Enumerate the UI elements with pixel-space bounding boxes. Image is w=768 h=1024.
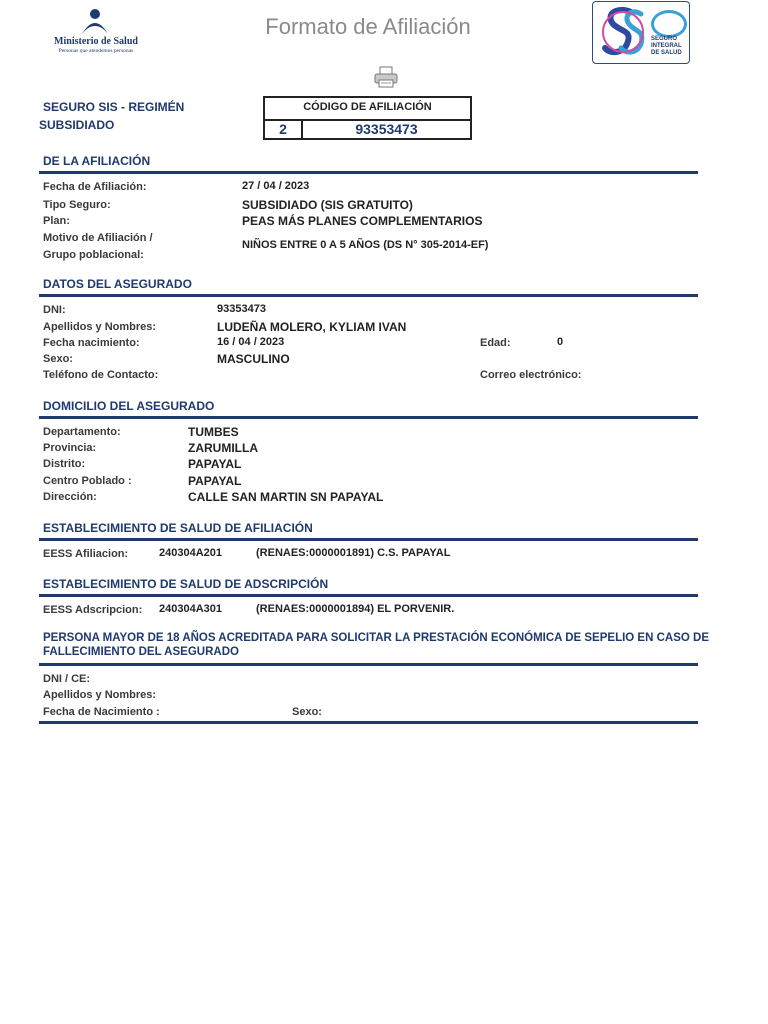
direccion-value: CALLE SAN MARTIN SN PAPAYAL: [188, 490, 384, 504]
distrito-label: Distrito:: [43, 458, 86, 470]
eess-afiliacion-label: EESS Afiliacion:: [43, 548, 129, 560]
motivo-label-1: Motivo de Afiliación /: [43, 232, 153, 244]
eess-afiliacion-code: 240304A201: [159, 547, 223, 559]
sis-logo-ring: [651, 10, 687, 38]
tipo-seguro-label: Tipo Seguro:: [43, 199, 111, 211]
sepelio-sexo-label: Sexo:: [292, 706, 322, 718]
section-title-asegurado: DATOS DEL ASEGURADO: [43, 277, 192, 291]
centro-poblado-label: Centro Poblado :: [43, 475, 132, 487]
codigo-number: 93353473: [355, 121, 418, 137]
ministerio-logo: [46, 8, 146, 56]
section-rule-eess-adscripcion: [39, 594, 698, 597]
edad-value: 0: [557, 336, 564, 348]
section-title-sepelio-1: PERSONA MAYOR DE 18 AÑOS ACREDITADA PARA SOLICITAR LA PRESTACIÓN ECONÓMICA DE SEPELIO EN CASO DE: [43, 632, 709, 644]
section-title-afiliacion: DE LA AFILIACIÓN: [43, 154, 151, 168]
section-title-eess-adscripcion: ESTABLECIMIENTO DE SALUD DE ADSCRIPCIÓN: [43, 577, 329, 591]
section-rule-asegurado: [39, 294, 698, 297]
telefono-label: Teléfono de Contacto:: [43, 369, 159, 381]
section-title-sepelio-2: FALLECIMIENTO DEL ASEGURADO: [43, 646, 239, 658]
seguro-regimen-line2: SUBSIDIADO: [39, 118, 115, 132]
codigo-afiliacion-box: [263, 96, 472, 140]
sepelio-nombres-label: Apellidos y Nombres:: [43, 689, 157, 701]
direccion-label: Dirección:: [43, 491, 97, 503]
bottom-rule: [39, 721, 698, 724]
sepelio-dni-label: DNI / CE:: [43, 673, 91, 685]
distrito-value: PAPAYAL: [188, 457, 242, 471]
eess-adscripcion-desc: (RENAES:0000001894) EL PORVENIR.: [256, 603, 455, 615]
departamento-value: TUMBES: [188, 425, 239, 439]
sexo-value: MASCULINO: [217, 352, 290, 366]
sis-logo: [592, 1, 690, 64]
centro-poblado-value: PAPAYAL: [188, 474, 242, 488]
motivo-label-2: Grupo poblacional:: [43, 249, 144, 261]
plan-label: Plan:: [43, 215, 70, 227]
motivo-value: NIÑOS ENTRE 0 A 5 AÑOS (DS N° 305-2014-EF): [242, 239, 489, 251]
dni-value: 93353473: [217, 303, 266, 315]
section-rule-afiliacion: [39, 171, 698, 174]
provincia-label: Provincia:: [43, 442, 97, 454]
provincia-value: ZARUMILLA: [188, 441, 258, 455]
eess-adscripcion-label: EESS Adscripcion:: [43, 604, 143, 616]
section-rule-sepelio: [39, 663, 698, 666]
plan-value: PEAS MÁS PLANES COMPLEMENTARIOS: [242, 214, 483, 228]
nombres-label: Apellidos y Nombres:: [43, 321, 157, 333]
fecha-nacimiento-label: Fecha nacimiento:: [43, 337, 140, 349]
sis-logo-text-1: SEGURO: [651, 36, 678, 42]
ministerio-tagline: Personas que atendemos personas: [58, 48, 134, 54]
ministerio-person-icon: [80, 8, 110, 36]
section-title-domicilio: DOMICILIO DEL ASEGURADO: [43, 399, 215, 413]
sepelio-nacimiento-label: Fecha de Nacimiento :: [43, 706, 160, 718]
edad-label: Edad:: [480, 337, 511, 349]
eess-adscripcion-code: 240304A301: [159, 603, 223, 615]
sis-logo-text-2: INTEGRAL: [651, 43, 682, 49]
codigo-afiliacion-header: CÓDIGO DE AFILIACIÓN: [303, 101, 432, 113]
codigo-prefix: 2: [279, 121, 287, 137]
nombres-value: LUDEÑA MOLERO, KYLIAM IVAN: [217, 320, 407, 334]
sis-logo-text-3: DE SALUD: [651, 50, 682, 56]
dni-label: DNI:: [43, 304, 66, 316]
fecha-afiliacion-label: Fecha de Afiliación:: [43, 181, 147, 193]
correo-label: Correo electrónico:: [480, 369, 582, 381]
seguro-regimen-line1: SEGURO SIS - REGIMÉN: [43, 100, 185, 114]
section-rule-domicilio: [39, 416, 698, 419]
fecha-nacimiento-value: 16 / 04 / 2023: [217, 336, 285, 348]
tipo-seguro-value: SUBSIDIADO (SIS GRATUITO): [242, 198, 413, 212]
section-rule-eess-afiliacion: [39, 538, 698, 541]
page-title: Formato de Afiliación: [265, 14, 471, 39]
eess-afiliacion-desc: (RENAES:0000001891) C.S. PAPAYAL: [256, 547, 451, 559]
ministerio-title: Ministerio de Salud: [54, 36, 138, 47]
print-icon[interactable]: [374, 66, 398, 88]
sis-emblem-icon: [597, 4, 657, 60]
section-title-eess-afiliacion: ESTABLECIMIENTO DE SALUD DE AFILIACIÓN: [43, 521, 313, 535]
fecha-afiliacion-value: 27 / 04 / 2023: [242, 180, 310, 192]
sexo-label: Sexo:: [43, 353, 73, 365]
departamento-label: Departamento:: [43, 426, 121, 438]
